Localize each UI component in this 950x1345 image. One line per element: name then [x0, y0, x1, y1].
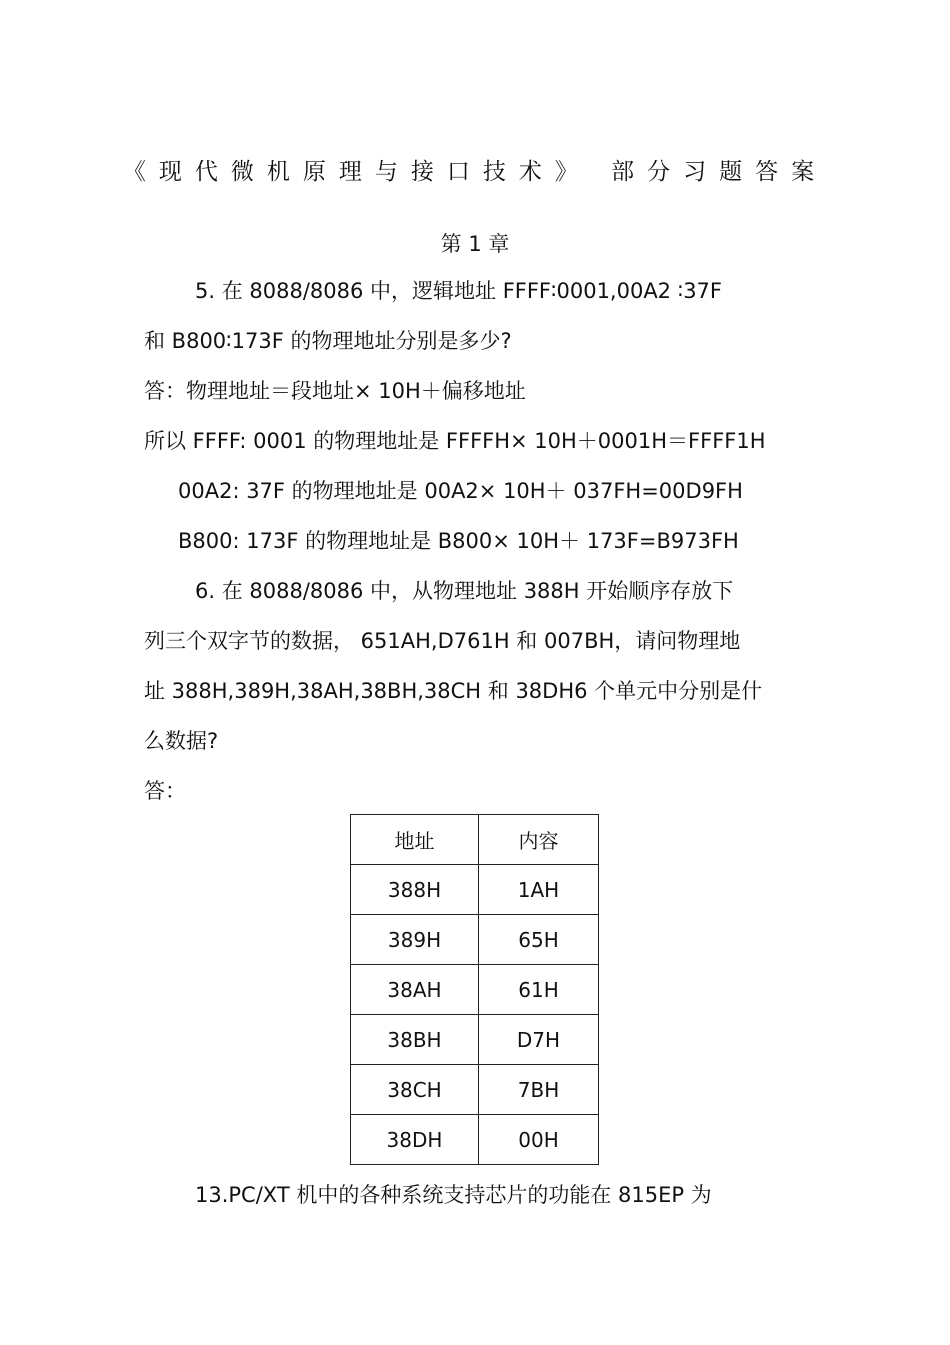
- address-content-table: [350, 814, 599, 1165]
- table-row: [351, 915, 599, 965]
- address-cell: 389H: [351, 915, 479, 965]
- content-cell: 7BH: [479, 1065, 599, 1115]
- address-cell: 38AH: [351, 965, 479, 1015]
- question-13-line-1: 13.PC/XT 机中的各种系统支持芯片的功能在 815EP 为: [195, 1183, 712, 1207]
- question-6-line-2: 列三个双字节的数据， 651AH,D761H 和 007BH，请问物理地: [144, 629, 741, 653]
- chapter-heading: 第 1 章: [440, 232, 510, 256]
- question-6-answer: 答：: [144, 779, 186, 803]
- question-5-calc-2: 00A2: 37F 的物理地址是 00A2× 10H＋ 037FH=00D9FH: [178, 479, 743, 503]
- question-5-line-2: 和 B800∶173F 的物理地址分别是多少?: [144, 329, 512, 353]
- document-title: 《现代微机原理与接口技术》 部分习题答案: [122, 159, 828, 185]
- question-6-line-1: 6. 在 8088/8086 中，从物理地址 388H 开始顺序存放下: [195, 579, 734, 603]
- question-5-calc-3: B800: 173F 的物理地址是 B800× 10H＋ 173F=B973FH: [178, 529, 739, 553]
- table-row: [351, 965, 599, 1015]
- header-address: 地址: [351, 815, 479, 865]
- content-cell: 1AH: [479, 865, 599, 915]
- table-row: [351, 1015, 599, 1065]
- address-cell: 38DH: [351, 1115, 479, 1165]
- table-row: [351, 865, 599, 915]
- question-6-line-3: 址 388H,389H,38AH,38BH,38CH 和 38DH6 个单元中分别是什: [144, 679, 763, 703]
- question-6-line-4: 么数据?: [144, 729, 219, 753]
- address-cell: 38CH: [351, 1065, 479, 1115]
- content-cell: 65H: [479, 915, 599, 965]
- question-5-line-1: 5. 在 8088/8086 中，逻辑地址 FFFF∶0001,00A2 ∶37F: [195, 279, 722, 303]
- address-cell: 38BH: [351, 1015, 479, 1065]
- header-content: 内容: [479, 815, 599, 865]
- table-row: [351, 1065, 599, 1115]
- table-header-row: [351, 815, 599, 865]
- question-5-calc-1: 所以 FFFF: 0001 的物理地址是 FFFFH× 10H＋0001H＝FFFF1H: [144, 429, 766, 453]
- content-cell: 61H: [479, 965, 599, 1015]
- table-row: [351, 1115, 599, 1165]
- content-cell: D7H: [479, 1015, 599, 1065]
- address-cell: 388H: [351, 865, 479, 915]
- question-5-answer: 答：物理地址＝段地址× 10H＋偏移地址: [144, 379, 526, 403]
- content-cell: 00H: [479, 1115, 599, 1165]
